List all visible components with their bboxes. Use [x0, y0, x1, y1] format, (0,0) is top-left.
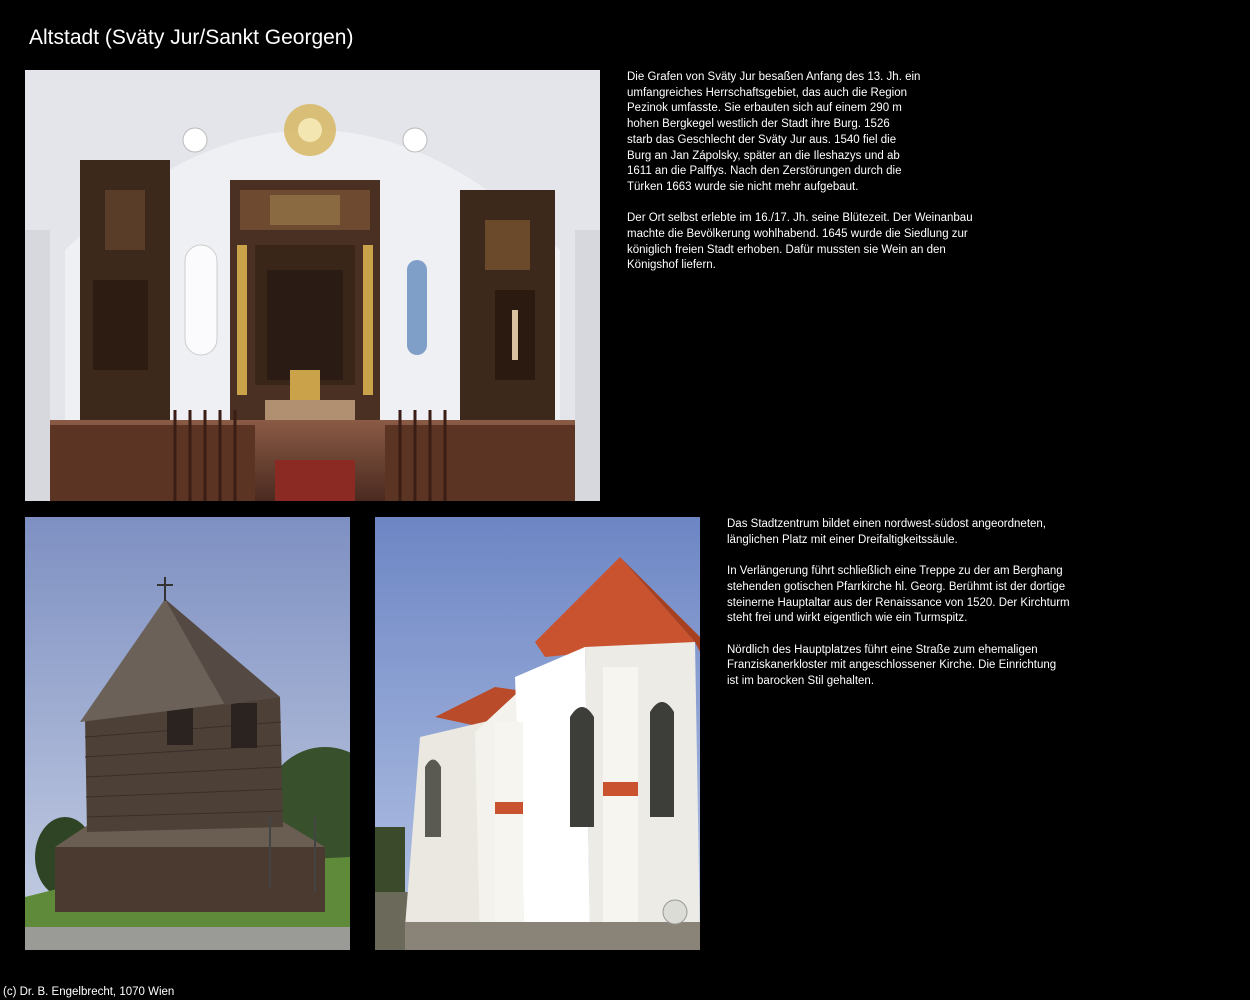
town-center-paragraph: Nördlich des Hauptplatzes führt eine Straße zum ehemaligen Franziskanerkloster mit angeschlossener Kirche. Die Einrichtung ist im barocken Stil gehalten.: [727, 643, 1057, 687]
history-paragraph: Der Ort selbst erlebte im 16./17. Jh. seine Blütezeit. Der Weinanbau machte die Bevölkerung wohlhabend. 1645 wurde die Siedlung zur königlich freien Stadt erhoben. Dafür mussten sie Wein an den Königshof liefern.: [627, 212, 973, 272]
page-title: Altstadt (Sväty Jur/Sankt Georgen): [29, 26, 354, 49]
copyright-footer: (c) Dr. B. Engelbrecht, 1070 Wien: [3, 986, 175, 998]
gothic-church-photo: [375, 517, 700, 950]
history-paragraph: Die Grafen von Sväty Jur besaßen Anfang des 13. Jh. ein umfangreiches Herrschaftsgebiet, das auch die Region Pezinok umfasste. Sie erbauten sich auf einem 290 m hohen Bergkegel westlich der Stadt ihre Burg. 1526 starb das Geschlecht der Sväty Jur aus. 1540 fiel die Burg an Jan Zápolsky, später an die Ileshazys und ab 1611 an die Palffys. Nach den Zerstörungen durch die Türken 1663 wurde sie nicht mehr aufgebaut.: [627, 71, 921, 193]
town-center-paragraph: In Verlängerung führt schließlich eine Treppe zu der am Berghang stehenden gotischen Pfarrkirche hl. Georg. Berühmt ist der dortige steinerne Hauptaltar aus der Renaissance von 1520. Der Kirchturm steht frei und wirkt eigentlich wie ein Turmspitz.: [727, 565, 1070, 625]
history-text-block: [627, 70, 1007, 290]
town-center-paragraph: Das Stadtzentrum bildet einen nordwest-südost angeordneten, länglichen Platz mit einer Dreifaltigkeitssäule.: [727, 518, 1047, 546]
wooden-bell-tower-photo: [25, 517, 350, 950]
town-center-text-block: [727, 517, 1107, 705]
church-interior-photo: [25, 70, 600, 501]
